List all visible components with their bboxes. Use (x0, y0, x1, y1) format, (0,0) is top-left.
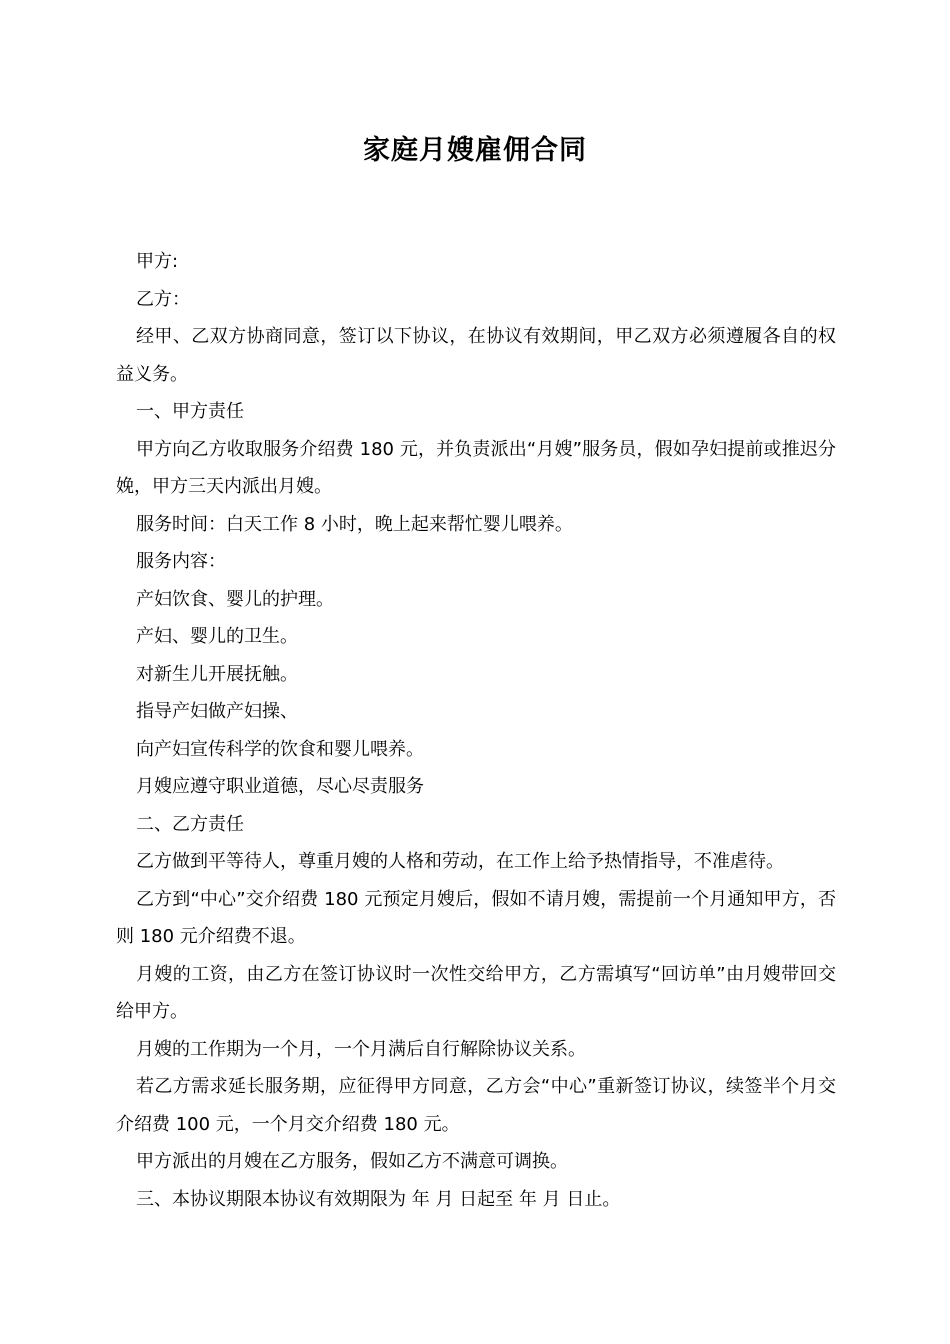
service-item: 指导产妇做产妇操、 (136, 701, 298, 722)
work-period-paragraph: 月嫂的工作期为一个月，一个月满后自行解除协议关系。 (136, 1038, 586, 1060)
service-item: 产妇、婴儿的卫生。 (136, 626, 298, 647)
professional-ethics-line: 月嫂应遵守职业道德，尽心尽责服务 (136, 776, 424, 797)
section-heading-party-a-duties: 一、甲方责任 (136, 401, 244, 422)
service-hours-line: 服务时间：白天工作 8 小时，晚上起来帮忙婴儿喂养。 (136, 513, 573, 535)
agreement-intro-paragraph: 经甲、乙双方协商同意，签订以下协议，在协议有效期间，甲乙双方必须遵履各自的权益义务。 (116, 326, 836, 385)
wage-payment-paragraph: 月嫂的工资，由乙方在签订协议时一次性交给甲方，乙方需填写“回访单”由月嫂带回交给甲方。 (116, 963, 836, 1022)
document-body (116, 243, 836, 1218)
party-b-line: 乙方： (136, 288, 190, 310)
section-heading-party-b-duties: 二、乙方责任 (136, 813, 244, 835)
party-b-fee-paragraph: 乙方到“中心”交介绍费 180 元预定月嫂后，假如不请月嫂，需提前一个月通知甲方，否则 180 元介绍费不退。 (116, 888, 836, 947)
service-content-heading: 服务内容： (136, 551, 226, 572)
party-b-respect-paragraph: 乙方做到平等待人，尊重月嫂的人格和劳动，在工作上给予热情指导，不准虐待。 (136, 851, 784, 872)
replacement-paragraph: 甲方派出的月嫂在乙方服务，假如乙方不满意可调换。 (136, 1151, 568, 1172)
section-heading-agreement-term: 三、本协议期限本协议有效期限为 年 月 日起至 年 月 日止。 (136, 1188, 621, 1210)
extension-paragraph: 若乙方需求延长服务期，应征得甲方同意，乙方会“中心”重新签订协议，续签半个月交介绍费 100 元，一个月交介绍费 180 元。 (116, 1076, 836, 1135)
party-a-fee-paragraph: 甲方向乙方收取服务介绍费 180 元，并负责派出“月嫂”服务员，假如孕妇提前或推迟分娩，甲方三天内派出月嫂。 (116, 438, 836, 497)
document-title: 家庭月嫂雇佣合同 (363, 135, 587, 166)
service-item: 产妇饮食、婴儿的护理。 (136, 588, 334, 610)
party-a-line: 甲方: (136, 251, 179, 272)
service-item: 向产妇宣传科学的饮食和婴儿喂养。 (136, 738, 424, 760)
service-item: 对新生儿开展抚触。 (136, 663, 298, 685)
